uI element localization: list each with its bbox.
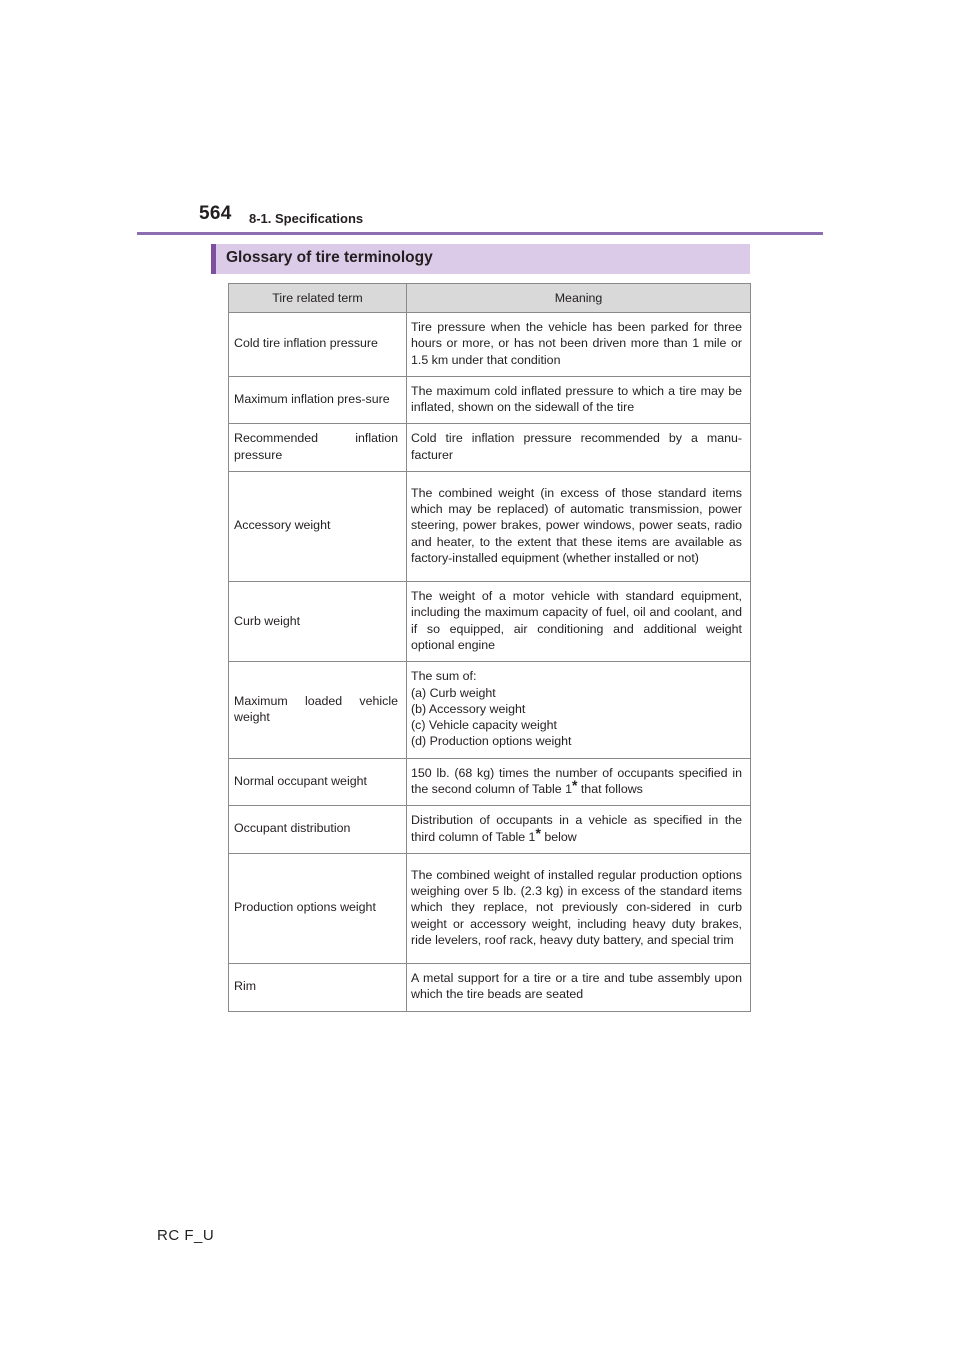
table-header-row (229, 284, 751, 313)
meaning-cell: A metal support for a tire or a tire and tube assembly upon which the tire beads are seated (407, 963, 751, 1011)
meaning-cell: The combined weight (in excess of those standard items which may be replaced) of automatic transmission, power steering, power brakes, power windows, power seats, radio and heater, to the extent that these items are available as factory-installed equipment (whether installed or not) (407, 472, 751, 582)
meaning-cell: The weight of a motor vehicle with standard equipment, including the maximum capacity of fuel, oil and coolant, and if so equipped, air conditioning and additional weight optional engine (407, 582, 751, 662)
footnote-asterisk: * (571, 777, 578, 794)
table-row (229, 472, 751, 582)
glossary-title: Glossary of tire terminology (226, 249, 433, 266)
table-row (229, 963, 751, 1011)
meaning-line: (c) Vehicle capacity weight (411, 718, 558, 733)
meaning-text: below (540, 829, 577, 844)
meaning-line: The sum of: (411, 669, 477, 684)
table-row (229, 662, 751, 758)
term-cell: Rim (229, 963, 407, 1011)
table-row (229, 806, 751, 854)
term-cell: Maximum loaded vehicle weight (229, 662, 407, 758)
meaning-text: 150 lb. (68 kg) times the number of occupants specified in the second column of Table 1 (411, 765, 742, 797)
term-cell: Occupant distribution (229, 806, 407, 854)
term-cell: Cold tire inflation pressure (229, 313, 407, 377)
glossary-table (228, 283, 751, 1012)
meaning-cell (407, 758, 751, 806)
meaning-text: Distribution of occupants in a vehicle as specified in the third column of Table 1 (411, 813, 742, 844)
term-cell: Maximum inflation pres-sure (229, 376, 407, 424)
footnote-asterisk: * (535, 824, 541, 841)
meaning-line: (d) Production options weight (411, 734, 572, 749)
meaning-cell: Cold tire inflation pressure recommended by a manu-facturer (407, 424, 751, 472)
table-row (229, 582, 751, 662)
meaning-cell: The combined weight of installed regular production options weighing over 5 lb. (2.3 kg) in excess of the standard items which they replace, not previously con-sidered in curb weight or accessory weight, including heavy duty brakes, ride levelers, roof rack, heavy duty battery, and special trim (407, 853, 751, 963)
meaning-cell: Tire pressure when the vehicle has been parked for three hours or more, or has not been driven more than 1 mile or 1.5 km under that condition (407, 313, 751, 377)
meaning-cell (407, 806, 751, 854)
table-row (229, 853, 751, 963)
section-title: 8-1. Specifications (249, 211, 364, 226)
term-cell: Curb weight (229, 582, 407, 662)
table-row (229, 758, 751, 806)
meaning-line: (b) Accessory weight (411, 701, 526, 716)
meaning-cell (407, 662, 751, 758)
manual-code: RC F_U (157, 1227, 215, 1244)
meaning-cell: The maximum cold inflated pressure to which a tire may be inflated, shown on the sidewall of the tire (407, 376, 751, 424)
table-row (229, 313, 751, 377)
meaning-line: (a) Curb weight (411, 685, 496, 700)
header-divider (137, 232, 823, 235)
glossary-heading (211, 244, 750, 274)
table-row (229, 376, 751, 424)
meaning-text: that follows (577, 782, 643, 797)
page-number: 564 (199, 203, 232, 224)
column-header-term: Tire related term (229, 284, 407, 313)
table-row (229, 424, 751, 472)
term-cell: Normal occupant weight (229, 758, 407, 806)
column-header-meaning: Meaning (407, 284, 751, 313)
term-cell: Recommended inflation pressure (229, 424, 407, 472)
term-cell: Production options weight (229, 853, 407, 963)
term-cell: Accessory weight (229, 472, 407, 582)
